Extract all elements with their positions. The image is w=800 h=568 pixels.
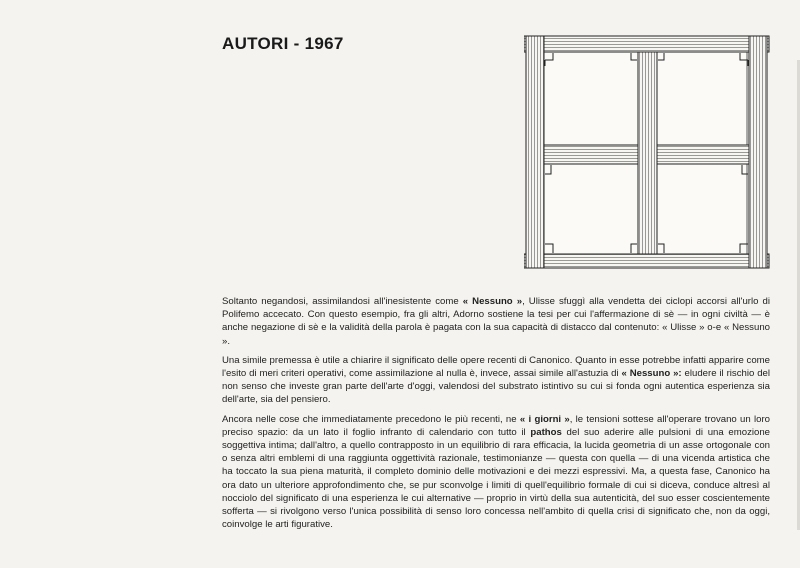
paragraph-text: eludere il rischio del non senso che investe gran parte dell'arte d'oggi, valendosi del substrato istintivo su cui si fonda ogni autentica esperienza sia dell'arte, sia del pensiero. bbox=[222, 368, 770, 406]
paragraph-text: , Ulisse sfuggì alla vendetta dei ciclopi accorsi all'urlo di Polifemo accecato. Con questo esempio, fra gli altri, Adorno sostiene la tesi per cui l'affermazione di sè — in ogni civiltà — è anche negazione di sè e la validità della parola è pagata con la sua capacità di distacco dal contenuto: « Ulisse » o-e « Nessuno ». bbox=[222, 296, 770, 347]
paragraph-text: Soltanto negandosi, assimilandosi all'inesistente come bbox=[222, 296, 463, 307]
paragraph-text: , le tensioni sottese all'operare trovano un loro preciso spazio: da un lato il foglio infranto di calendario con tutto il bbox=[222, 413, 770, 438]
emphasis-i-giorni: « i giorni » bbox=[519, 413, 570, 425]
paragraph-text: Una simile premessa è utile a chiarire il significato delle opere recenti di Canonico. Quanto in esse potrebbe infatti apparire come l'esito di meri criteri operativi, come assimilazione al nulla è, invece, assai simile all'astuzia di bbox=[222, 354, 770, 380]
paragraph bbox=[222, 354, 770, 407]
emphasis-nessuno: « Nessuno »: bbox=[621, 368, 682, 380]
paragraph-text: Ancora nelle cose che immediatamente precedono le più recenti, ne bbox=[222, 413, 520, 425]
emphasis-nessuno: « Nessuno » bbox=[462, 296, 523, 307]
essay-text bbox=[222, 295, 770, 537]
page-title: AUTORI - 1967 bbox=[222, 34, 344, 53]
paragraph bbox=[222, 295, 770, 348]
paragraph bbox=[222, 413, 770, 532]
paragraph-text: del suo aderire alle pulsioni di una emozione soggettiva intima; dall'altro, a quello contrapposto in un equilibrio di rara efficacia, la lucida geometria di un asse ortogonale con o senza altri emblemi di una raggiunta oggettività razionale, testimonianze — questa con quella — di una vicenda artistica che ha toccato la sua piena maturità, il completo dominio delle motivazioni e dei mezzi espressivi. Ma, a questa fase, Canonico ha ora dato un ulteriore approfondimento che, se pur sconvolge i limiti di quell'equilibrio formale di cui si diceva, conduce altresì al nocciolo del significato di una esperienza le cui alternative — proprio in virtù della sua autenticità, del suo esser coscientemente sofferta — si rivolgono verso l'unica possibilità di senso loro concessa nell'ambito di quella crisi di significato che, non da oggi, coinvolge le arti figurative. bbox=[222, 426, 771, 531]
emphasis-pathos: pathos bbox=[530, 426, 562, 438]
grid-frame-artwork bbox=[524, 34, 774, 274]
